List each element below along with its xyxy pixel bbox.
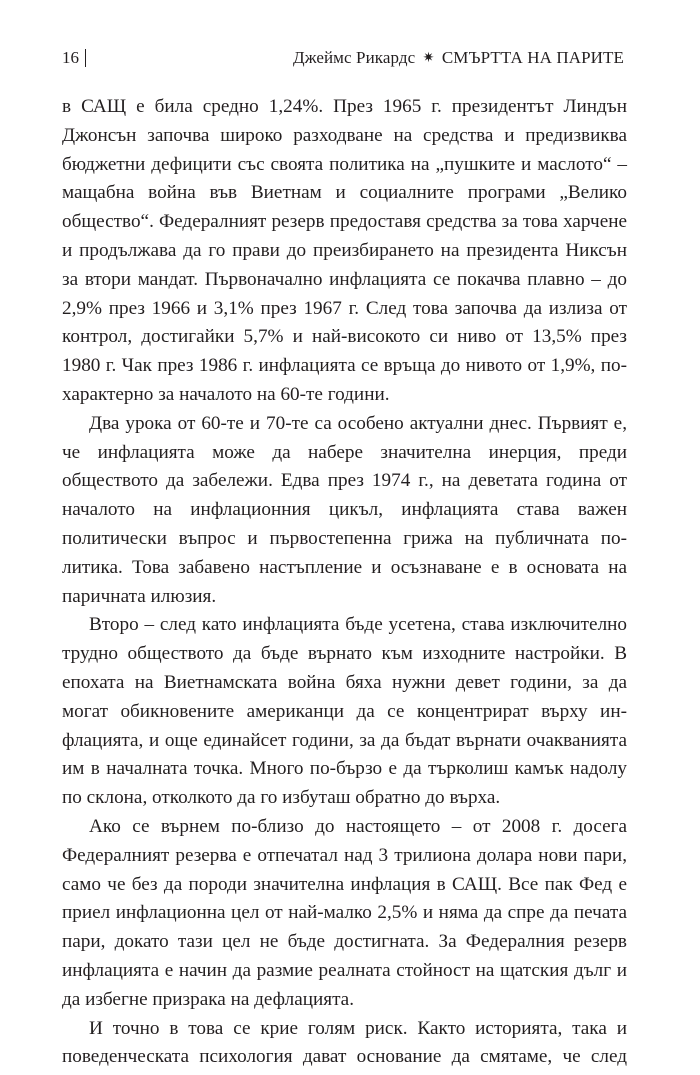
paragraph: Два урока от 60-те и 70-те са особено актуални днес. Първият е, че инфлацията може да набере значителна инерция, преди обществото да забележи. Едва през 1974 г., на деветата година от началото на инфлационния цикъл, инфлацията става важен политически въпрос и първостепенна грижа на публичната политика. Това забавено настъпление и осъзнаване е в основата на паричната илюзия. xyxy=(62,412,627,607)
page-number: 16 xyxy=(62,48,79,67)
paragraph: И точно в това се крие голям риск. Както историята, така и поведенческата психология дават основание да смятаме, че след xyxy=(62,1017,627,1068)
running-title xyxy=(293,44,624,74)
paragraph-continued: в САЩ е била средно 1,24%. През 1965 г. президентът Линдън Джонсън започва широко разходване на средства и предизвиква бюджетни дефицити със своята политика на „пушките и маслото“ – мащабна война във Виетнам и социалните програми „Велико общество“. Федералният резерв предоставя средства за това харчене и продължава да го прави до преизбирането на президента Никсън за втори мандат. Първоначално инфлацията се покачва плавно – до 2,9% през 1966 и 3,1% през 1967 г. След това започва да излиза от контрол, достигайки 5,7% и най-високото си ниво от 13,5% през 1980 г. Чак през 1986 г. инфлацията се връща до нивото от 1,9%, по-характерно за началото на 60-те години. xyxy=(62,96,627,405)
running-head-author: Джеймс Рикардс xyxy=(293,48,416,67)
header-divider xyxy=(85,49,86,67)
paragraph: Второ – след като инфлацията бъде усетена, става изключително трудно обществото да бъде върнато към изходните настройки. В епохата на Виетнамската война бяха нужни девет години, за да могат обикновените американци да се концентрират върху инфлацията, и още единайсет години, за да бъдат върнати очакванията им в началната точка. Много по-бързо е да търколиш камък надолу по склона, отколкото да го избуташ обратно до върха. xyxy=(62,614,627,809)
body-text xyxy=(62,93,627,1072)
running-head xyxy=(62,44,624,72)
six-pointed-star-icon: ✷ xyxy=(422,51,435,66)
running-head-book-title: СМЪРТТА НА ПАРИТЕ xyxy=(441,48,624,67)
paragraph: Ако се върнем по-близо до настоящето – от 2008 г. досега Федералният резерва е отпечатал над 3 трилиона долара нови пари, само че без да породи значителна инфлация в САЩ. Все пак Фед е приел инфлационна цел от най-малко 2,5% и няма да спре да печата пари, докато тази цел не бъде достигната. За Федералния резерв инфлацията е начин да размие реалната стойност на щатския дълг и да избегне призрака на дефлацията. xyxy=(62,815,627,1010)
